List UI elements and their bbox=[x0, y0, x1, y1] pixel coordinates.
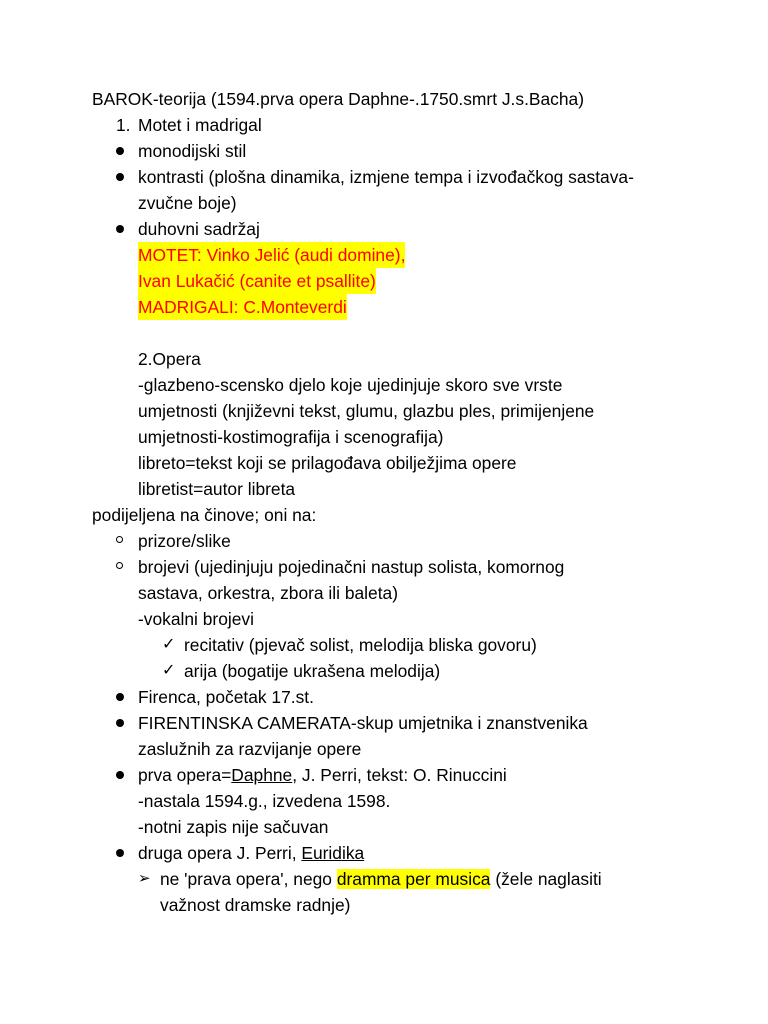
bullet-text: monodijski stil bbox=[138, 141, 247, 161]
bullet-text-continued: -notni zapis nije sačuvan bbox=[138, 817, 329, 837]
paragraph-text: libretist=autor libreta bbox=[138, 479, 296, 499]
bullet-text bbox=[138, 840, 364, 866]
text-line bbox=[0, 450, 768, 476]
heading-line bbox=[0, 86, 768, 112]
item-number: 1. bbox=[116, 115, 131, 135]
bullet-icon bbox=[116, 173, 124, 181]
bullet-icon bbox=[116, 147, 124, 155]
paragraph-text: podijeljena na činove; oni na: bbox=[92, 505, 317, 525]
bullet-text: kontrasti (plošna dinamika, izmjene tempa i izvođačkog sastava- bbox=[138, 167, 634, 187]
continuation-line bbox=[0, 580, 768, 606]
arrow-item bbox=[0, 866, 768, 892]
motet-highlight: Ivan Lukačić (canite et psallite) bbox=[138, 268, 376, 294]
arrow-bullet-icon: ➢ bbox=[138, 870, 151, 887]
document-heading: BAROK-teorija (1594.prva opera Daphne-.1750.smrt J.s.Bacha) bbox=[92, 89, 585, 109]
paragraph-text: umjetnosti (književni tekst, glumu, glazbu ples, primijenjene bbox=[138, 401, 595, 421]
text-segment: (žele naglasiti bbox=[490, 869, 602, 889]
motet-highlight: MOTET: Vinko Jelić (audi domine), bbox=[138, 242, 405, 268]
bullet-text: FIRENTINSKA CAMERATA-skup umjetnika i znanstvenika bbox=[138, 713, 588, 733]
text-line bbox=[0, 424, 768, 450]
check-item bbox=[0, 658, 768, 684]
bullet-icon bbox=[116, 771, 124, 779]
circle-bullet-icon bbox=[116, 562, 123, 569]
text-segment: ne 'prava opera', nego bbox=[160, 869, 337, 889]
item-text: Motet i madrigal bbox=[138, 115, 262, 135]
highlighted-line bbox=[0, 268, 768, 294]
arrow-item-text bbox=[160, 866, 602, 892]
highlighted-line bbox=[0, 242, 768, 268]
numbered-item-1 bbox=[0, 112, 768, 138]
bullet-icon bbox=[116, 849, 124, 857]
checkmark-icon: ✓ bbox=[162, 636, 176, 653]
continuation-line bbox=[0, 190, 768, 216]
text-line bbox=[0, 476, 768, 502]
section-title: 2.Opera bbox=[138, 349, 201, 369]
bullet-icon bbox=[116, 225, 124, 233]
bullet-item bbox=[0, 216, 768, 242]
bullet-text-continued: -nastala 1594.g., izvedena 1598. bbox=[138, 791, 391, 811]
section-title-line bbox=[0, 346, 768, 372]
bullet-text: Firenca, početak 17.st. bbox=[138, 687, 314, 707]
highlighted-line bbox=[0, 294, 768, 320]
sub-bullet-item bbox=[0, 528, 768, 554]
bullet-text-continued: zvučne boje) bbox=[138, 193, 237, 213]
text-line bbox=[0, 502, 768, 528]
checkmark-icon: ✓ bbox=[162, 662, 176, 679]
bullet-item bbox=[0, 762, 768, 788]
bullet-text: duhovni sadržaj bbox=[138, 219, 260, 239]
paragraph-text: libreto=tekst koji se prilagođava obilježjima opere bbox=[138, 453, 517, 473]
continuation-line bbox=[0, 788, 768, 814]
check-item-text: recitativ (pjevač solist, melodija bliska govoru) bbox=[184, 635, 537, 655]
text-segment: , J. Perri, tekst: O. Rinuccini bbox=[292, 765, 507, 785]
arrow-item-text-continued: važnost dramske radnje) bbox=[160, 895, 351, 915]
continuation-line bbox=[0, 892, 768, 918]
bullet-text-continued: zaslužnih za razvijanje opere bbox=[138, 739, 362, 759]
bullet-icon bbox=[116, 693, 124, 701]
sub-bullet-text-continued: sastava, orkestra, zbora ili baleta) bbox=[138, 583, 399, 603]
text-line bbox=[0, 372, 768, 398]
text-segment: druga opera J. Perri, bbox=[138, 843, 302, 863]
check-item-text: arija (bogatije ukrašena melodija) bbox=[184, 661, 441, 681]
text-line bbox=[0, 398, 768, 424]
dramma-highlight: dramma per musica bbox=[336, 869, 491, 889]
text-segment: prva opera= bbox=[138, 765, 232, 785]
sub-bullet-text: brojevi (ujedinjuju pojedinačni nastup solista, komornog bbox=[138, 557, 565, 577]
bullet-item bbox=[0, 138, 768, 164]
paragraph-text: -glazbeno-scensko djelo koje ujedinjuje skoro sve vrste bbox=[138, 375, 563, 395]
continuation-line bbox=[0, 736, 768, 762]
bullet-item bbox=[0, 840, 768, 866]
sub-bullet-text: prizore/slike bbox=[138, 531, 231, 551]
opera-title-euridika: Euridika bbox=[301, 843, 365, 863]
continuation-line bbox=[0, 606, 768, 632]
bullet-icon bbox=[116, 719, 124, 727]
opera-title-daphne: Daphne bbox=[231, 765, 293, 785]
check-item bbox=[0, 632, 768, 658]
bullet-item bbox=[0, 164, 768, 190]
bullet-item bbox=[0, 684, 768, 710]
paragraph-text: umjetnosti-kostimografija i scenografija) bbox=[138, 427, 444, 447]
sub-bullet-item bbox=[0, 554, 768, 580]
bullet-text bbox=[138, 762, 507, 788]
continuation-line bbox=[0, 814, 768, 840]
madrigal-highlight: MADRIGALI: C.Monteverdi bbox=[138, 294, 347, 320]
sub-bullet-text-continued: -vokalni brojevi bbox=[138, 609, 254, 629]
bullet-item bbox=[0, 710, 768, 736]
circle-bullet-icon bbox=[116, 536, 123, 543]
